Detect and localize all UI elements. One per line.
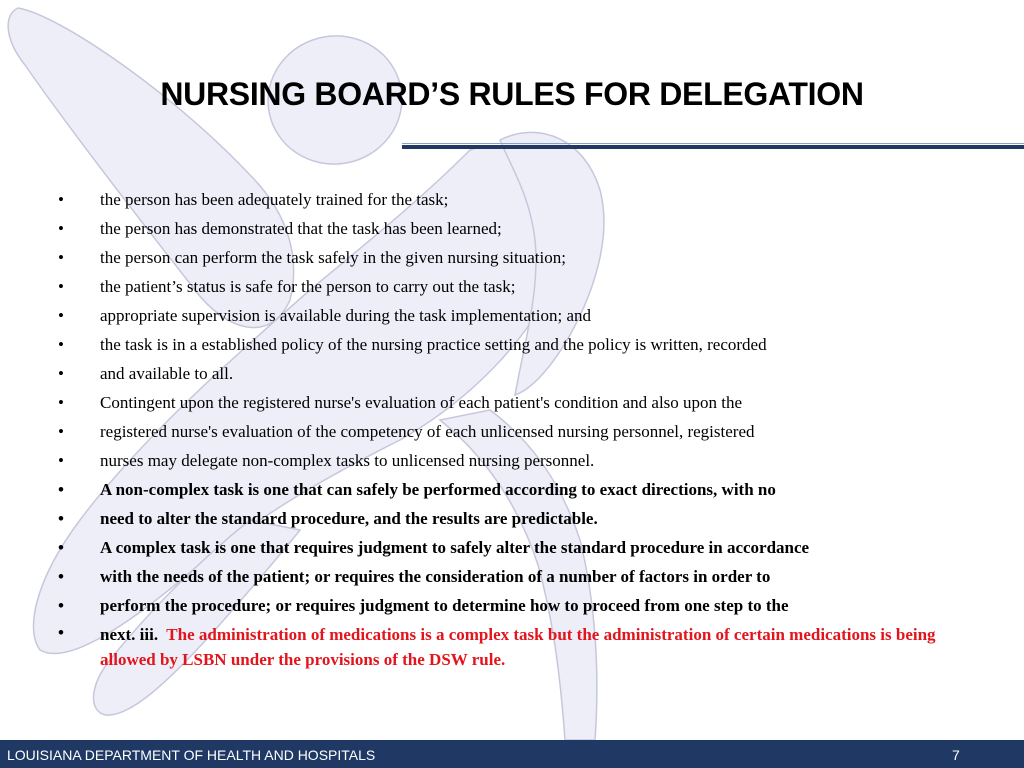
bullet-item [58,330,958,359]
bullet-text: next. iii. [100,625,159,644]
bullet-item [58,388,958,417]
bullet-text: registered nurse's evaluation of the competency of each unlicensed nursing personnel, registered [100,422,755,441]
bullet-glyph: • [58,623,64,642]
title-divider [402,143,1024,149]
dsw-rule-highlight: The administration of medications is a complex task but the administration of certain medications is being allowed by LSBN under the provisions of the DSW rule. [100,625,936,669]
bullet-item [58,562,958,591]
bullet-text: appropriate supervision is available during the task implementation; and [100,306,591,325]
bullet-item [58,417,958,446]
bullet-item [58,620,958,672]
bullet-glyph: • [58,509,64,528]
bullet-item [58,301,958,330]
bullet-glyph: • [58,596,64,615]
bullet-text: and available to all. [100,364,234,383]
bullet-item [58,185,958,214]
bullet-text: A non-complex task is one that can safely be performed according to exact directions, with no [100,480,776,499]
bullet-glyph: • [58,538,64,557]
bullet-item [58,243,958,272]
bullet-text: need to alter the standard procedure, and the results are predictable. [100,509,598,528]
footer-bar [0,740,1024,768]
footer-organization: LOUISIANA DEPARTMENT OF HEALTH AND HOSPITALS [7,747,376,763]
bullet-item [58,504,958,533]
bullet-text: Contingent upon the registered nurse's evaluation of each patient's condition and also upon the [100,393,743,412]
bullet-text: the person has demonstrated that the task has been learned; [100,219,502,238]
bullet-text: with the needs of the patient; or requires the consideration of a number of factors in order to [100,567,771,586]
bullet-glyph: • [58,190,64,209]
slide-number: 7 [952,747,960,763]
bullet-item [58,475,958,504]
bullet-item [58,214,958,243]
slide-title: NURSING BOARD’S RULES FOR DELEGATION [160,76,864,112]
bullet-glyph: • [58,480,64,499]
bullet-text: the person has been adequately trained for the task; [100,190,449,209]
bullet-glyph: • [58,219,64,238]
bullet-list [58,185,958,672]
bullet-text: nurses may delegate non-complex tasks to unlicensed nursing personnel. [100,451,595,470]
bullet-glyph: • [58,277,64,296]
bullet-glyph: • [58,364,64,383]
bullet-text: the person can perform the task safely in the given nursing situation; [100,248,566,267]
bullet-glyph: • [58,306,64,325]
bullet-item [58,533,958,562]
bullet-glyph: • [58,393,64,412]
bullet-glyph: • [58,451,64,470]
bullet-item [58,446,958,475]
bullet-item [58,359,958,388]
bullet-glyph: • [58,422,64,441]
bullet-text: A complex task is one that requires judgment to safely alter the standard procedure in accordance [100,538,810,557]
bullet-glyph: • [58,335,64,354]
bullet-item [58,591,958,620]
bullet-glyph: • [58,248,64,267]
bullet-item [58,272,958,301]
bullet-text: the patient’s status is safe for the person to carry out the task; [100,277,516,296]
bullet-text: the task is in a established policy of the nursing practice setting and the policy is written, recorded [100,335,767,354]
bullet-glyph: • [58,567,64,586]
bullet-text: perform the procedure; or requires judgment to determine how to proceed from one step to the [100,596,789,615]
